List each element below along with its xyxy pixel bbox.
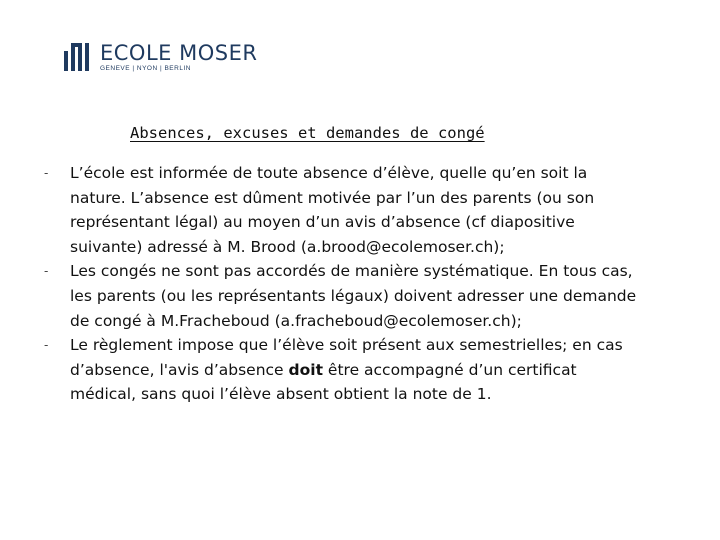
text-segment: Le règlement impose que l’élève soit présent aux semestrielles; en cas d’absence, l'avis d’absence — [70, 336, 623, 379]
list-item-text: L’école est informée de toute absence d’élève, quelle qu’en soit la nature. L’absence est dûment motivée par l’un des parents (ou son représentant légal) au moyen d’un avis d’absence (cf diapositive suivante) adressé à M. Brood (a.brood@ecolemoser.ch); — [70, 164, 595, 256]
text-segment: être accompagné d’un certificat médical, sans quoi l’élève absent obtient la note de 1. — [70, 360, 577, 404]
bullet-dash: - — [44, 166, 49, 180]
list-item — [44, 259, 644, 333]
bullet-dash: - — [44, 264, 49, 279]
logo-mark-icon — [64, 43, 94, 71]
page-title: Absences, excuses et demandes de congé — [130, 124, 485, 142]
emphasis-doit: doit — [288, 360, 323, 379]
school-logo — [64, 42, 257, 72]
list-item — [44, 333, 644, 407]
list-item-text — [70, 333, 644, 407]
bullet-dash: - — [44, 338, 49, 353]
logo-name: ECOLE MOSER — [100, 41, 258, 65]
logo-subtitle: GENEVE | NYON | BERLIN — [100, 65, 191, 72]
rules-list — [44, 161, 644, 407]
list-item-text: Les congés ne sont pas accordés de manière systématique. En tous cas, les parents (ou les représentants légaux) doivent adresser une demande de congé à M.Fracheboud (a.fracheboud@ecolemoser.ch); — [70, 262, 637, 330]
list-item — [44, 161, 644, 259]
